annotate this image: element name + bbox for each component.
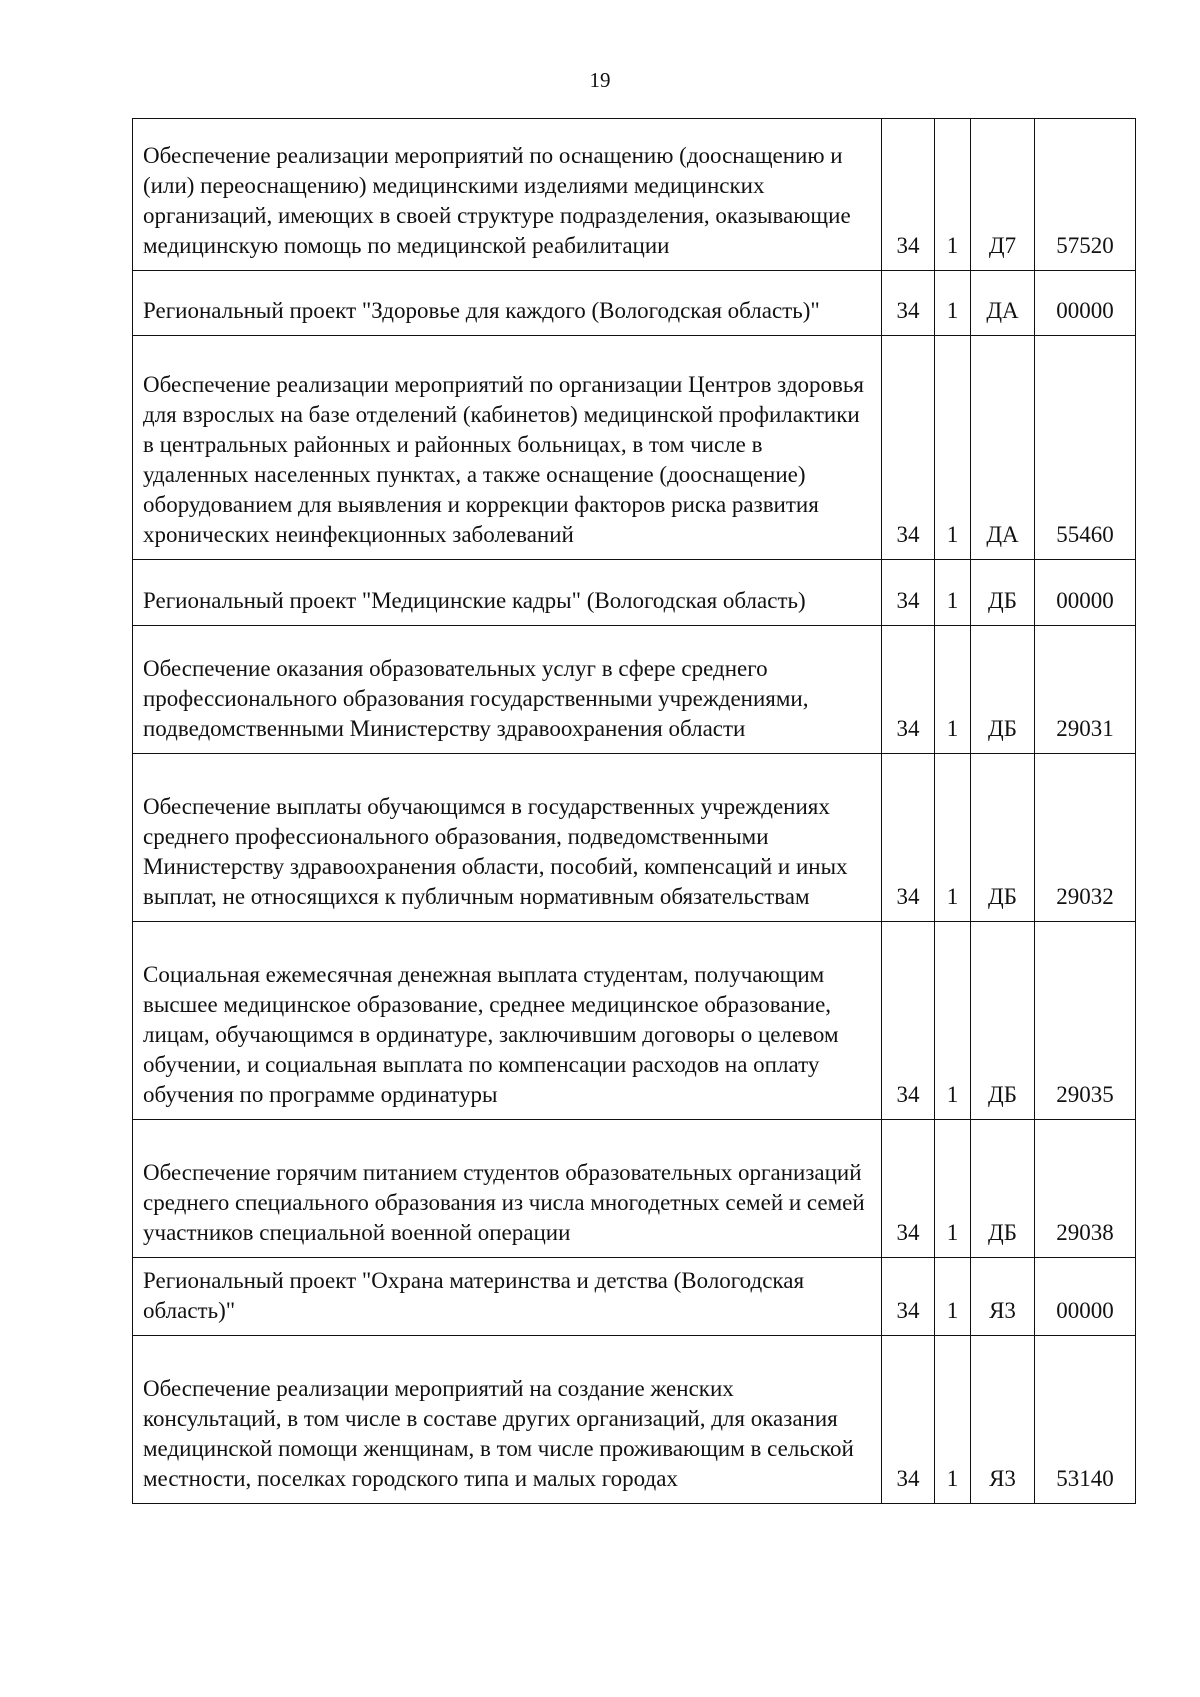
row-name: Обеспечение выплаты обучающимся в государственных учреждениях среднего профессионального образования, подведомственными Министерству здравоохранения области, пособий, компенсаций и иных выплат, не относящихся к публичным нормативным обязательствам [133, 754, 882, 922]
code-direction: 29031 [1035, 626, 1136, 754]
table-row [133, 119, 1136, 271]
code-ministry: 34 [882, 626, 935, 754]
code-project: Д7 [971, 119, 1035, 271]
page-number: 19 [589, 68, 611, 92]
code-ministry: 34 [882, 922, 935, 1120]
table-row [133, 336, 1136, 560]
table-row [133, 626, 1136, 754]
code-ministry: 34 [882, 271, 935, 336]
code-project: Я3 [971, 1336, 1035, 1504]
table-row [133, 271, 1136, 336]
row-name: Обеспечение оказания образовательных услуг в сфере среднего профессионального образования государственными учреждениями, подведомственными Министерству здравоохранения области [133, 626, 882, 754]
code-project: ДБ [971, 626, 1035, 754]
code-direction: 29038 [1035, 1120, 1136, 1258]
code-direction: 55460 [1035, 336, 1136, 560]
code-project: Я3 [971, 1258, 1035, 1336]
code-ministry: 34 [882, 1336, 935, 1504]
code-project: ДА [971, 336, 1035, 560]
code-program: 1 [935, 271, 971, 336]
code-program: 1 [935, 1336, 971, 1504]
budget-classification-table [132, 118, 1136, 1504]
row-name: Социальная ежемесячная денежная выплата студентам, получающим высшее медицинское образование, среднее медицинское образование, лицам, обучающимся в ординатуре, заключившим договоры о целевом обучении, и социальная выплата по компенсации расходов на оплату обучения по программе ординатуры [133, 922, 882, 1120]
code-program: 1 [935, 1120, 971, 1258]
table-row [133, 1336, 1136, 1504]
code-ministry: 34 [882, 754, 935, 922]
code-program: 1 [935, 336, 971, 560]
code-ministry: 34 [882, 560, 935, 626]
table-row [133, 1258, 1136, 1336]
row-name: Обеспечение реализации мероприятий по оснащению (дооснащению и (или) переоснащению) медицинскими изделиями медицинских организаций, имеющих в своей структуре подразделения, оказывающие медицинскую помощь по медицинской реабилитации [133, 119, 882, 271]
table-row [133, 1120, 1136, 1258]
row-name: Региональный проект "Медицинские кадры" (Вологодская область) [133, 560, 882, 626]
row-name: Обеспечение горячим питанием студентов образовательных организаций среднего специального образования из числа многодетных семей и семей участников специальной военной операции [133, 1120, 882, 1258]
code-direction: 53140 [1035, 1336, 1136, 1504]
code-program: 1 [935, 560, 971, 626]
code-direction: 29035 [1035, 922, 1136, 1120]
code-program: 1 [935, 119, 971, 271]
code-direction: 00000 [1035, 560, 1136, 626]
code-program: 1 [935, 754, 971, 922]
code-direction: 00000 [1035, 271, 1136, 336]
code-project: ДБ [971, 922, 1035, 1120]
code-ministry: 34 [882, 336, 935, 560]
table-row [133, 754, 1136, 922]
code-project: ДБ [971, 560, 1035, 626]
row-name: Региональный проект "Здоровье для каждого (Вологодская область)" [133, 271, 882, 336]
code-ministry: 34 [882, 1258, 935, 1336]
code-program: 1 [935, 922, 971, 1120]
code-project: ДА [971, 271, 1035, 336]
code-direction: 57520 [1035, 119, 1136, 271]
table-row [133, 560, 1136, 626]
code-program: 1 [935, 626, 971, 754]
code-project: ДБ [971, 1120, 1035, 1258]
code-ministry: 34 [882, 1120, 935, 1258]
table-row [133, 922, 1136, 1120]
row-name: Обеспечение реализации мероприятий по организации Центров здоровья для взрослых на базе отделений (кабинетов) медицинской профилактики в центральных районных и районных больницах, в том числе в удаленных населенных пунктах, а также оснащение (дооснащение) оборудованием для выявления и коррекции факторов риска развития хронических неинфекционных заболеваний [133, 336, 882, 560]
row-name: Региональный проект "Охрана материнства и детства (Вологодская область)" [133, 1258, 882, 1336]
code-ministry: 34 [882, 119, 935, 271]
code-direction: 00000 [1035, 1258, 1136, 1336]
code-program: 1 [935, 1258, 971, 1336]
code-direction: 29032 [1035, 754, 1136, 922]
code-project: ДБ [971, 754, 1035, 922]
row-name: Обеспечение реализации мероприятий на создание женских консультаций, в том числе в составе других организаций, для оказания медицинской помощи женщинам, в том числе проживающим в сельской местности, поселках городского типа и малых городах [133, 1336, 882, 1504]
